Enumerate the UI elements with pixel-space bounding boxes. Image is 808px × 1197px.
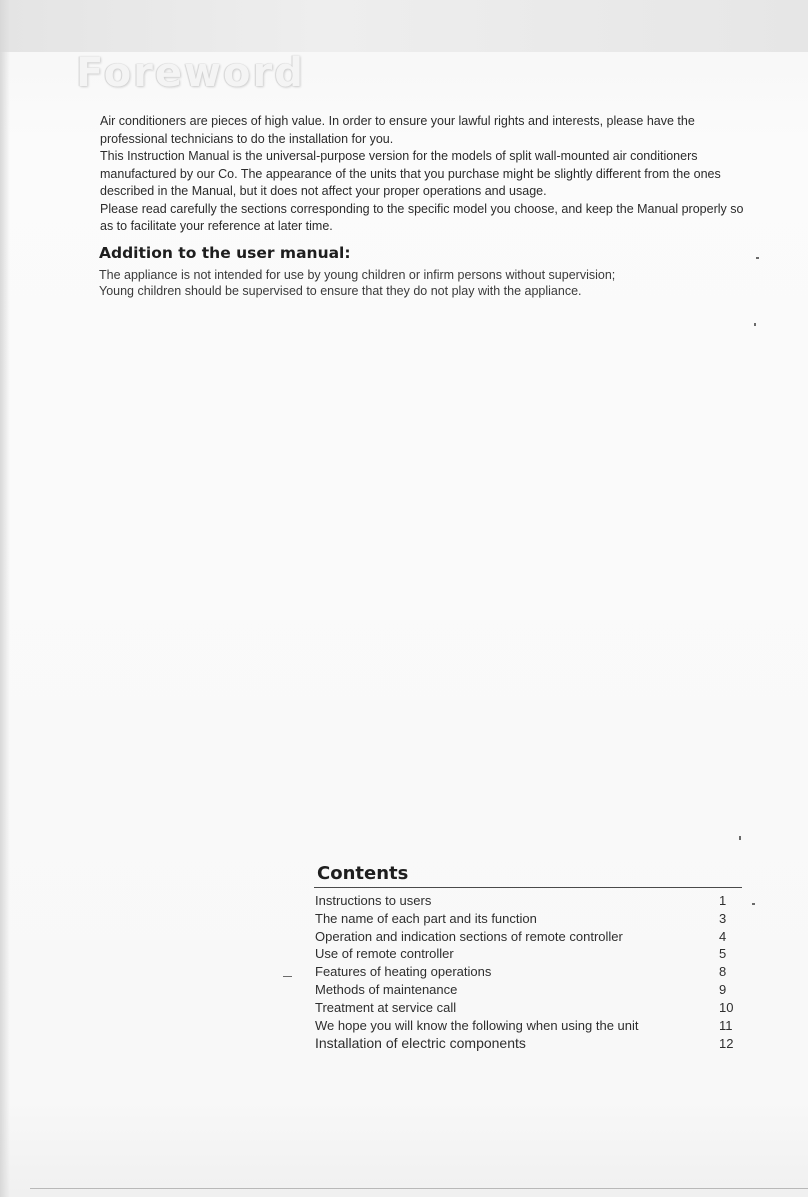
contents-item-title: Methods of maintenance xyxy=(315,981,458,997)
contents-item xyxy=(315,1000,743,1018)
contents-item-title: Instructions to users xyxy=(315,893,432,908)
contents-title: Contents xyxy=(317,863,409,884)
scan-speck xyxy=(739,836,741,840)
scan-speck xyxy=(756,257,759,259)
contents-item-title: Features of heating operations xyxy=(315,964,492,980)
addition-line: Young children should be supervised to ensure that they do not play with the appliance. xyxy=(99,284,582,298)
contents-item xyxy=(315,893,743,911)
contents-item-page: 3 xyxy=(719,910,727,926)
contents-item xyxy=(315,982,743,1000)
contents-item-title: Operation and indication sections of remote controller xyxy=(315,928,623,944)
foreword-body xyxy=(100,113,760,236)
scan-speck xyxy=(754,323,756,326)
foreword-paragraph: Please read carefully the sections corresponding to the specific model you choose, and keep the Manual properly so as to facilitate your reference at later time. xyxy=(100,201,744,233)
contents-item-title: Treatment at service call xyxy=(315,999,457,1015)
contents-item xyxy=(315,964,743,982)
scan-bottom-line xyxy=(30,1188,808,1189)
addition-heading: Addition to the user manual: xyxy=(99,244,351,262)
scan-left-edge xyxy=(0,0,10,1197)
contents-item-page: 9 xyxy=(719,981,727,997)
contents-item-page: 12 xyxy=(719,1036,734,1052)
contents-item-page: 10 xyxy=(719,999,734,1015)
contents-item xyxy=(315,911,743,929)
scan-speck xyxy=(752,903,755,905)
contents-item-title: Installation of electric components xyxy=(315,1035,526,1052)
contents-item xyxy=(315,929,743,947)
contents-item-title: We hope you will know the following when using the unit xyxy=(315,1017,639,1033)
foreword-paragraph: Air conditioners are pieces of high value. In order to ensure your lawful rights and interests, please have the professional technicians to do the installation for you. xyxy=(100,114,695,146)
contents-item-title: Use of remote controller xyxy=(315,946,454,962)
contents-list xyxy=(315,893,743,1053)
contents-divider xyxy=(314,887,742,888)
addition-line: The appliance is not intended for use by young children or infirm persons without supervision; xyxy=(99,268,616,282)
scan-top-band xyxy=(0,0,808,52)
contents-item-page: 1 xyxy=(719,893,727,908)
scan-speck xyxy=(283,976,292,977)
foreword-paragraph: This Instruction Manual is the universal-purpose version for the models of split wall-mounted air conditioners manufactured by our Co. The appearance of the units that you purchase might be slightly different from the ones described in the Manual, but it does not affect your proper operations and usage. xyxy=(100,149,721,198)
contents-item xyxy=(315,1018,743,1036)
contents-item-page: 8 xyxy=(719,964,727,980)
contents-item-title: The name of each part and its function xyxy=(315,910,537,926)
addition-body xyxy=(99,267,739,299)
contents-item xyxy=(315,946,743,964)
contents-item-page: 4 xyxy=(719,928,727,944)
contents-item-page: 5 xyxy=(719,946,727,962)
foreword-title: Foreword xyxy=(76,50,305,96)
contents-item-page: 11 xyxy=(719,1017,733,1033)
contents-item xyxy=(315,1035,743,1053)
